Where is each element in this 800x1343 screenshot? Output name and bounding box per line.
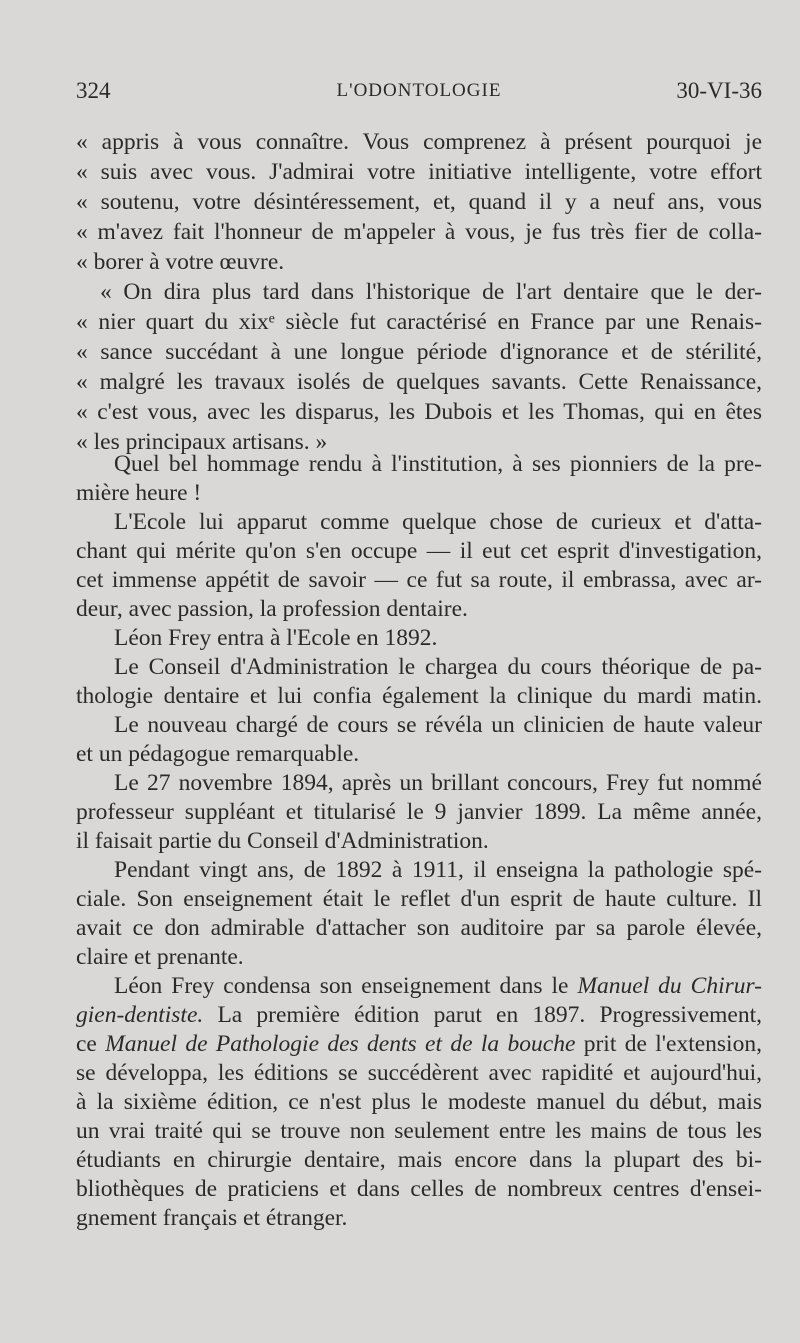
body-line: professeur suppléant et titularisé le 9 janvier 1899. La même année, <box>76 799 762 825</box>
body-line: et un pédagogue remarquable. <box>76 741 360 767</box>
body-line: chant qui mérite qu'on s'en occupe — il eut cet esprit d'investigation, <box>76 538 762 564</box>
body-line: Le 27 novembre 1894, après un brillant concours, Frey fut nommé <box>114 770 762 796</box>
body-text-run: prit de l'extension, <box>575 1031 762 1057</box>
body-text-run: La première édition parut en 1897. Progressivement, <box>203 1002 762 1028</box>
body-line: claire et prenante. <box>76 944 244 970</box>
page-number: 324 <box>76 78 111 103</box>
book-title: gien-dentiste. <box>76 1002 204 1028</box>
body-line: il faisait partie du Conseil d'Administration. <box>76 828 489 854</box>
body-line: Le nouveau chargé de cours se révéla un clinicien de haute valeur <box>114 712 762 738</box>
body-line: bliothèques de praticiens et dans celles de nombreux centres d'ensei- <box>76 1176 762 1202</box>
body-line: cet immense appétit de savoir — ce fut sa route, il embrassa, avec ar- <box>76 567 762 593</box>
body-line: ciale. Son enseignement était le reflet d'un esprit de haute culture. Il <box>76 886 762 912</box>
body-line: Pendant vingt ans, de 1892 à 1911, il enseigna la pathologie spé- <box>114 857 762 883</box>
quote-line: « m'avez fait l'honneur de m'appeler à vous, je fus très fier de colla- <box>76 219 762 245</box>
body-line <box>76 972 762 1000</box>
quote-line: « appris à vous connaître. Vous comprenez à présent pourquoi je <box>76 129 762 155</box>
quote-line: « nier quart du xixᵉ siècle fut caractérisé en France par une Renais- <box>76 309 762 335</box>
running-title: L'ODONTOLOGIE <box>336 80 502 101</box>
body-line: se développa, les éditions se succédèrent avec rapidité et aujourd'hui, <box>76 1060 762 1086</box>
book-title: Manuel de Pathologie des dents et de la bouche <box>105 1031 576 1057</box>
quote-line: « sance succédant à une longue période d'ignorance et de stérilité, <box>76 339 762 365</box>
body-line: gnement français et étranger. <box>76 1205 348 1231</box>
issue-date: 30-VI-36 <box>676 78 762 103</box>
body-line: étudiants en chirurgie dentaire, mais encore dans la plupart des bi- <box>76 1147 762 1173</box>
quote-line: « borer à votre œuvre. <box>76 249 285 275</box>
body-line: avait ce don admirable d'attacher son auditoire par sa parole élevée, <box>76 915 762 941</box>
quote-line: « malgré les travaux isolés de quelques savants. Cette Renaissance, <box>76 369 762 395</box>
body-text-run: ce <box>76 1031 106 1057</box>
body-line: L'Ecole lui apparut comme quelque chose de curieux et d'atta- <box>114 509 762 535</box>
quote-line: « soutenu, votre désintéressement, et, quand il y a neuf ans, vous <box>76 189 762 215</box>
body-line: thologie dentaire et lui confia également la clinique du mardi matin. <box>76 683 762 709</box>
body-line: Quel bel hommage rendu à l'institution, à ses pionniers de la pre- <box>114 451 762 477</box>
body-line: deur, avec passion, la profession dentaire. <box>76 596 468 622</box>
body-text-run: Léon Frey condensa son enseignement dans le <box>114 973 578 999</box>
body-line: à la sixième édition, ce n'est plus le modeste manuel du début, mais <box>76 1089 762 1115</box>
body-line <box>76 1030 762 1058</box>
quote-line: « On dira plus tard dans l'historique de l'art dentaire que le der- <box>100 279 762 305</box>
body-line: mière heure ! <box>76 480 202 506</box>
body-line <box>76 1001 762 1029</box>
quote-line: « les principaux artisans. » <box>76 429 328 455</box>
body-line: un vrai traité qui se trouve non seulement entre les mains de tous les <box>76 1118 762 1144</box>
body-line: Le Conseil d'Administration le chargea du cours théorique de pa- <box>114 654 762 680</box>
body-line: Léon Frey entra à l'Ecole en 1892. <box>114 625 438 651</box>
book-title: Manuel du Chirur- <box>577 973 762 999</box>
page-header <box>76 78 762 112</box>
quote-line: « c'est vous, avec les disparus, les Dubois et les Thomas, qui en êtes <box>76 399 762 425</box>
quote-line: « suis avec vous. J'admirai votre initiative intelligente, votre effort <box>76 159 762 185</box>
